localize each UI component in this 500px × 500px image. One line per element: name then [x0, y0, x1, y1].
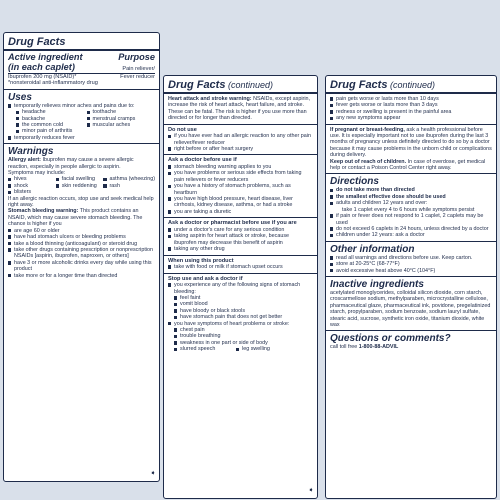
stop-use-item: pain gets worse or lasts more than 10 days	[330, 96, 492, 102]
allergy-alert-text: Ibuprofen may cause a severe allergic reaction, especially in people allergic to aspirin.	[8, 157, 134, 170]
do-not-use-heading: Do not use	[168, 126, 197, 133]
directions-section	[326, 174, 496, 241]
phone-number: 1-800-88-ADVIL	[358, 344, 399, 351]
bleeding-sign: feel faint	[168, 295, 313, 301]
stomach-item: are age 60 or older	[8, 228, 155, 234]
use-item: menstrual cramps	[87, 116, 156, 122]
warnings-heading: Warnings	[8, 146, 54, 158]
stop-use-section	[164, 274, 317, 355]
ask-doctor-section	[164, 155, 317, 218]
ask-doctor-heading: Ask a doctor before use if	[168, 157, 237, 164]
other-info-item: store at 20-25°C (68-77°F)	[330, 261, 492, 267]
stomach-warning	[8, 208, 155, 227]
active-ingredient-heading: Active ingredient	[8, 52, 83, 62]
ask-pharmacist-item: taking any other drug	[168, 246, 313, 252]
stop-use-intro: you experience any of the following signs of stomach bleeding:	[168, 282, 313, 295]
symptom-item: asthma (wheezing)	[103, 176, 155, 182]
bleeding-sign: have bloody or black stools	[168, 308, 313, 314]
panel-title: Drug Facts	[4, 33, 159, 51]
ask-doctor-item: you are taking a diuretic	[168, 209, 313, 215]
heart-warning-label: Heart attack and stroke warning:	[168, 96, 252, 102]
keep-out-label: Keep out of reach of children.	[330, 158, 407, 165]
questions-text: call toll free	[330, 344, 359, 351]
directions-heading: Directions	[330, 176, 379, 188]
stomach-item: take more or for a longer time than directed	[8, 273, 155, 279]
stomach-warning-label: Stomach bleeding warning:	[8, 208, 79, 215]
panel-title-main: Drug Facts	[168, 79, 226, 91]
heart-sign: weakness in one part or side of body	[168, 340, 313, 346]
when-using-section	[164, 256, 317, 274]
allergy-alert	[8, 157, 155, 170]
pregnancy-text: ask a health professional before use. It is especially important not to use ibuprofen during the last 3 months of pregnancy unless definitely directed to do so by a doctor because it may cause problems in the unborn child or complications during delivery.	[330, 126, 492, 159]
direction-adults: adults and children 12 years and over:	[330, 200, 492, 206]
stop-use-item: any new symptoms appear	[330, 115, 492, 121]
use-item: muscular aches	[87, 122, 156, 128]
ask-doctor-item: you have a history of stomach problems, such as heartburn	[168, 183, 313, 196]
heart-sign: slurred speech	[174, 346, 234, 352]
active-ingredient-subheading: (in each caplet)	[8, 62, 75, 72]
pregnancy-section	[326, 125, 496, 175]
stop-use-item: redness or swelling is present in the painful area	[330, 109, 492, 115]
ask-pharmacist-item: taking aspirin for heart attack or stroke, because ibuprofen may decrease this benefit of aspirin	[168, 233, 313, 246]
stop-use-item: fever gets worse or lasts more than 3 days	[330, 102, 492, 108]
panel-title	[164, 76, 317, 94]
do-not-use-section	[164, 125, 317, 156]
stop-use-heading: Stop use and ask a doctor if	[168, 275, 243, 282]
purpose-line-1: Pain reliever/	[122, 66, 155, 72]
uses-intro: temporarily relieves minor aches and pains due to:	[8, 103, 155, 109]
panel-title-continued: (continued)	[225, 80, 273, 90]
panel-title-main: Drug Facts	[330, 79, 388, 91]
inactive-ingredients-section	[326, 277, 496, 331]
ask-doctor-item: you have problems or serious side effects from taking pain relievers or fever reducers	[168, 170, 313, 183]
use-item: toothache	[87, 109, 156, 115]
warnings-section	[4, 144, 159, 281]
symptoms-intro: Symptoms may include:	[8, 170, 66, 177]
use-item: minor pain of arthritis	[16, 128, 85, 134]
bleeding-sign: have stomach pain that does not get better	[168, 314, 313, 320]
bleeding-sign: vomit blood	[168, 301, 313, 307]
heart-warning	[168, 96, 313, 122]
stop-use-intro-2: you have symptoms of heart problems or stroke:	[168, 321, 313, 327]
direction-item: do not take more than directed	[330, 187, 492, 193]
other-info-item: read all warnings and directions before use. Keep carton.	[330, 255, 492, 261]
panel-title	[326, 76, 496, 94]
other-information-section	[326, 242, 496, 277]
other-information-heading: Other information	[330, 243, 415, 255]
ingredient-name: Ibuprofen 200 mg (NSAID)*	[8, 73, 77, 80]
direction-item: the smallest effective dose should be used	[330, 194, 492, 200]
direction-item: children under 12 years: ask a doctor	[330, 232, 492, 238]
use-item: headache	[16, 109, 85, 115]
questions-line	[330, 344, 492, 350]
ask-pharmacist-heading: Ask a doctor or pharmacist before use if you are	[168, 220, 297, 227]
heart-sign: chest pain	[168, 327, 313, 333]
pregnancy-warning	[330, 127, 492, 159]
direction-adults-dose: take 1 caplet every 4 to 6 hours while symptoms persist	[342, 206, 475, 213]
heart-warning-text: NSAIDs, except aspirin, increase the risk of heart attack, heart failure, and stroke. These can be fatal. The risk is higher if you use more than directed or for longer than directed.	[168, 96, 311, 122]
stomach-item: take other drugs containing prescription or nonprescription NSAIDs [aspirin, ibuprofen, naproxen, or others]	[8, 247, 155, 260]
do-not-use-item: if you have ever had an allergic reaction to any other pain reliever/fever reducer	[168, 133, 313, 146]
uses-section	[4, 90, 159, 144]
heart-warning-section	[164, 94, 317, 125]
when-using-item: take with food or milk if stomach upset occurs	[168, 264, 313, 270]
do-not-use-item: right before or after heart surgery	[168, 146, 313, 152]
uses-heading: Uses	[8, 91, 32, 103]
panel-title-continued: (continued)	[387, 80, 435, 90]
purpose-heading: Purpose	[118, 52, 155, 62]
questions-heading: Questions or comments?	[330, 333, 451, 345]
symptom-item: blisters	[8, 189, 54, 195]
allergy-after: If an allergic reaction occurs, stop use and seek medical help right away.	[8, 195, 154, 209]
allergy-alert-label: Allergy alert:	[8, 157, 41, 164]
drug-facts-panel-3	[325, 75, 497, 499]
direction-item: if pain or fever does not respond to 1 caplet, 2 caplets may be used	[330, 213, 492, 226]
heart-sign: trouble breathing	[168, 333, 313, 339]
ask-doctor-item: stomach bleeding warning applies to you	[168, 164, 313, 170]
symptom-item: skin reddening	[56, 183, 102, 189]
stomach-item: take a blood thinning (anticoagulant) or steroid drug	[8, 241, 155, 247]
inactive-ingredients-heading: Inactive ingredients	[330, 278, 424, 290]
stop-use-continued	[326, 94, 496, 125]
stomach-item: have had stomach ulcers or bleeding problems	[8, 234, 155, 240]
uses-fever: temporarily reduces fever	[8, 135, 155, 141]
drug-facts-panel-2	[163, 75, 318, 499]
use-item: backache	[16, 116, 85, 122]
direction-item: do not exceed 6 caplets in 24 hours, unless directed by a doctor	[330, 226, 492, 232]
use-item: the common cold	[16, 122, 85, 128]
nsaid-footnote: *nonsteroidal anti-inflammatory drug	[8, 80, 98, 87]
continue-arrow-icon: ➧	[150, 470, 156, 477]
drug-facts-panel-1	[3, 32, 160, 482]
when-using-heading: When using this product	[168, 257, 234, 264]
ask-pharmacist-item: under a doctor's care for any serious condition	[168, 227, 313, 233]
symptom-item: facial swelling	[56, 176, 102, 182]
symptom-item: shock	[8, 183, 54, 189]
other-info-item: avoid excessive heat above 40°C (104°F)	[330, 268, 492, 274]
purpose-line-2: Fever reducer	[120, 73, 155, 80]
stomach-item: have 3 or more alcoholic drinks every day while using this product	[8, 260, 155, 273]
active-ingredient-section	[4, 51, 159, 90]
keep-out-text: In case of overdose, get medical help or contact a Poison Control Center right away.	[330, 158, 486, 172]
symptom-item: hives	[8, 176, 54, 182]
keep-out-of-reach	[330, 159, 492, 172]
stomach-warning-text: This product contains an NSAID, which may cause severe stomach bleeding. The chance is higher if you	[8, 208, 143, 228]
symptom-item: rash	[103, 183, 155, 189]
ask-doctor-item: you have high blood pressure, heart disease, liver cirrhosis, kidney disease, asthma, or had a stroke	[168, 196, 313, 209]
ask-pharmacist-section	[164, 218, 317, 255]
heart-sign: leg swelling	[236, 346, 313, 352]
pregnancy-label: If pregnant or breast-feeding,	[330, 126, 405, 133]
inactive-ingredients-text: acetylated monoglycerides, colloidal silicon dioxide, corn starch, croscarmellose sodium, methylparaben, microcrystalline cellulose, pharmaceutical glaze, pharmaceutical ink, povidone, pregelatinized starch, propylparaben, sodium benzoate, sodium lauryl sulfate, stearic acid, sucrose, synthetic iron oxide, titanium dioxide, white wax	[330, 289, 491, 328]
questions-section	[326, 331, 496, 352]
continue-arrow-icon: ➧	[308, 487, 314, 494]
